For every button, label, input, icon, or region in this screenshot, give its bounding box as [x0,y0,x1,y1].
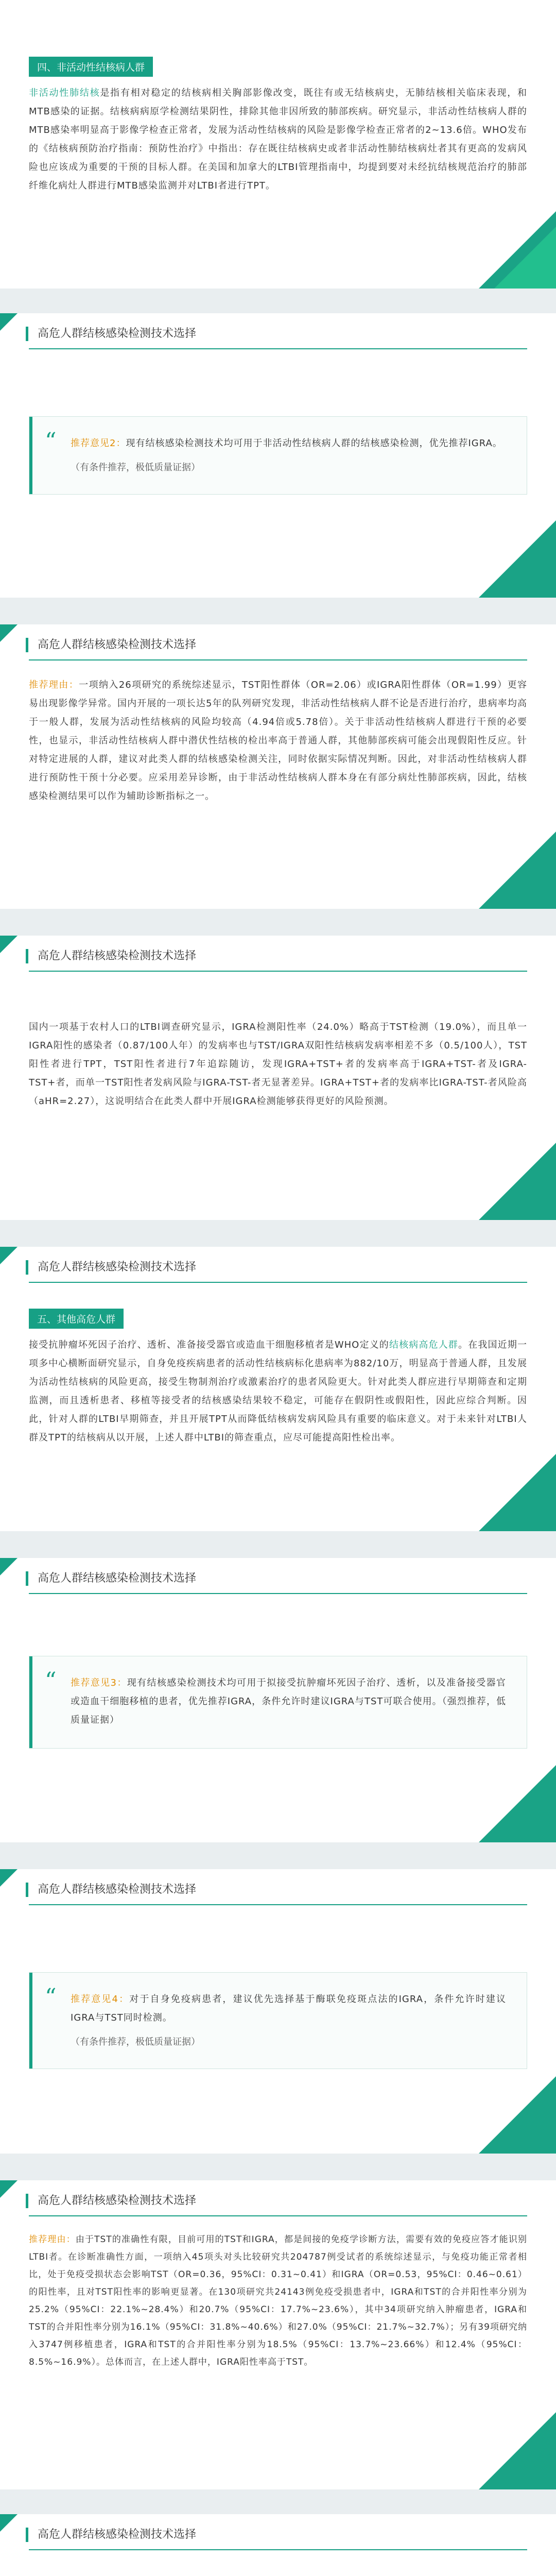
reason-label: 推荐理由： [29,2234,76,2245]
paragraph-text: 一项纳入26项研究的系统综述显示，TST阳性群体（OR=2.06）或IGRA阳性群体（OR=1.99）更容易出现影像学异常。国内开展的一项长达5年的队列研究发现，非活动性结核病人群不论是否进行治疗，患病率均高于一般人群，发展为活动性结核病的风险均较高（4.94倍或5.78倍）。关于非活动性结核病人群进行干预的必要性，也显示，非活动性结核病人群中潜伏性结核的检出率高于普通人群，其他肺部疾病可能会出现假阳性反应。针对特定进展的人群，建议对此类人群的结核感染检测关注，同时依据实际情况判断。因此，对非活动性结核病人群进行预防性干预十分必要。应采用差异诊断，由于非活动性结核病人群本身在有部分病灶性肺部疾病，因此，结核感染检测结果可以作为辅助诊断指标之一。 [29,680,527,802]
corner-decoration [479,2076,556,2154]
recommendation-text [71,1990,506,2027]
section-tag: 四、非活动性结核病人群 [29,57,153,77]
quote-icon: “ [45,1984,57,2010]
recommendation-label: 推荐意见4： [71,1994,130,2005]
title-divider [29,1904,527,1905]
panel-title: 高危人群结核感染检测技术选择 [26,2194,556,2208]
body-paragraph [29,2231,527,2371]
paragraph-text: 接受抗肿瘤坏死因子治疗、透析、准备接受器官或造血干细胞移植者是WHO定义的 [29,1340,389,1350]
corner-decoration [479,1765,556,1842]
corner-decoration [479,832,556,909]
recommendation-box [29,1972,527,2069]
panel-2 [0,313,556,598]
body-paragraph [29,84,527,195]
highlight-term: 非活动性肺结核 [29,88,100,98]
paragraph-text: 由于TST的准确性有限，目前可用的TST和IGRA，都是间接的免疫学诊断方法，需要有效的免疫应答才能识别LTBI者。在诊断准确性方面，一项纳入45项头对头比较研究共204787例受试者的系统综述显示，与免疫功能正常者相比，处于免疫受损状态会影响TST（OR=0.36，95%CI：0.31~0.41）和IGRA（OR=0.53，95%CI：0.46~0.61）的阳性率，且对TST阳性率的影响更显著。在130项研究共24143例免疫受损患者中，IGRA和TST的合并阳性率分别为25.2%（95%CI：22.1%~28.4%）和20.7%（95%CI：17.7%~23.6%），其中34项研究纳入肿瘤患者，IGRA和TST的合并阳性率分别为16.1%（95%CI：31.8%~40.6%）和27.0%（95%CI：21.7%~32.7%）；另有39项研究纳入3747例移植患者，IGRA和TST的合并阳性率分别为18.5%（95%CI：13.7%~23.66%）和12.4%（95%CI：8.5%~16.9%）。总体而言，在上述人群中，IGRA阳性率高于TST。 [29,2234,527,2367]
corner-decoration [0,936,18,953]
corner-decoration [494,227,556,289]
corner-decoration [479,1143,556,1220]
corner-decoration [0,313,18,331]
section-tag: 五、其他高危人群 [29,1309,124,1329]
panel-3 [0,624,556,909]
panel-4 [0,936,556,1220]
panel-title: 高危人群结核感染检测技术选择 [26,1883,556,1897]
corner-decoration [0,1869,18,1887]
corner-decoration [479,2412,556,2489]
recommendation-box [29,416,527,495]
panel-title: 高危人群结核感染检测技术选择 [26,327,556,341]
body-paragraph: 国内一项基于农村人口的LTBI调查研究显示，IGRA检测阳性率（24.0%）略高于TST检测（19.0%），而且单一IGRA阳性的感染者（0.87/100人年）的发病率也与TST/IGRA双阳性结核病发病率相差不多（0.5/100人），TST阳性者进行TPT，TST阳性者进行7年追踪随访，发现IGRA+TST+者的发病率高于IGRA+TST-者及IGRA-TST+者，而单一TST阳性者发病风险与IGRA-TST-者无显著差异。IGRA+TST+者的发病率比IGRA-TST-者风险高（aHR=2.27），这说明结合在此类人群中开展IGRA检测能够获得更好的风险预测。 [29,1022,527,1107]
panel-7 [0,1869,556,2154]
panel-8 [0,2180,556,2489]
body-paragraph [29,1336,527,1447]
recommendation-body: 现有结核感染检测技术均可用于非活动性结核病人群的结核感染检测，优先推荐IGRA。 [126,438,502,449]
evidence-note: （有条件推荐，极低质量证据） [71,2037,200,2047]
quote-icon: “ [45,428,57,454]
recommendation-body: 现有结核感染检测技术均可用于拟接受抗肿瘤坏死因子治疗、透析，以及准备接受器官或造血干细胞移植的患者，优先推荐IGRA，条件允许时建议IGRA与TST可联合使用。（强烈推荐，低质量证据） [71,1677,506,1725]
corner-decoration [0,2514,18,2532]
panel-title: 高危人群结核感染检测技术选择 [26,949,556,963]
recommendation-box [29,1656,527,1749]
title-divider [29,1593,527,1594]
quote-icon: “ [45,1668,57,1694]
recommendation-text [71,434,506,453]
accent-bar [29,1973,32,2069]
recommendation-label: 推荐意见2： [71,438,126,449]
recommendation-label: 推荐意见3： [71,1677,127,1688]
highlight-term: 结核病高危人群 [389,1340,459,1350]
corner-decoration [479,520,556,598]
panel-5 [0,1247,556,1531]
corner-decoration [0,2180,18,2198]
panel-9 [0,2514,556,2576]
corner-decoration [0,1247,18,1264]
panel-6 [0,1558,556,1842]
recommendation-body: 对于自身免疫病患者，建议优先选择基于酶联免疫斑点法的IGRA，条件允许时建议IGRA与TST同时检测。 [71,1994,506,2023]
panel-title: 高危人群结核感染检测技术选择 [26,1260,556,1275]
panel-1 [0,0,556,289]
corner-decoration [0,624,18,642]
panel-title: 高危人群结核感染检测技术选择 [26,2528,556,2542]
panel-title: 高危人群结核感染检测技术选择 [26,638,556,652]
panel-title: 高危人群结核感染检测技术选择 [26,1571,556,1586]
accent-bar [29,417,32,494]
corner-decoration [0,1558,18,1575]
title-divider [29,348,527,349]
recommendation-text [71,1674,506,1730]
paragraph-text: 是指有相对稳定的结核病相关胸部影像改变，既往有或无结核病史，无肺结核相关临床表现，和MTB感染的证据。结核病病原学检测结果阴性，排除其他非因所致的肺部疾病。研究显示，非活动性结核病人群的MTB感染率明显高于影像学检查正常者，发展为活动性结核病的风险是影像学检查正常者的2~13.6倍。WHO发布的《结核病预防治疗指南：预防性治疗》中指出：存在既往结核病史或者非活动性肺结核病灶者其有更高的发病风险也应该成为重要的干预的目标人群。在美国和加拿大的LTBI管理指南中，均提到要对未经抗结核规范治疗的肺部纤维化病灶人群进行MTB感染监测并对LTBI者进行TPT。 [29,88,528,191]
accent-bar [29,1656,32,1748]
body-paragraph [29,676,527,806]
evidence-note: （有条件推荐，极低质量证据） [71,462,200,473]
paragraph-text: 。在我国近期一项多中心横断面研究显示，自身免疫疾病患者的活动性结核病标化患病率为882/10万，明显高于普通人群，且发展为活动性结核病的风险更高，接受生物制剂治疗或激素治疗的患者风险更大。针对此类人群应进行早期筛查和定期监测，而且透析患者、移植等接受者的结核感染结果较不稳定，可能存在假阴性或假阳性，因此应综合判断。因此，针对人群的LTBI早期筛查，并且开展TPT从而降低结核病发病风险具有重要的临床意义。对于未来针对LTBI人群及TPT的结核病从以开展，上述人群中LTBI的筛查重点，应尽可能提高阳性检出率。 [29,1340,527,1443]
corner-decoration [479,1454,556,1531]
reason-label: 推荐理由： [29,680,79,690]
